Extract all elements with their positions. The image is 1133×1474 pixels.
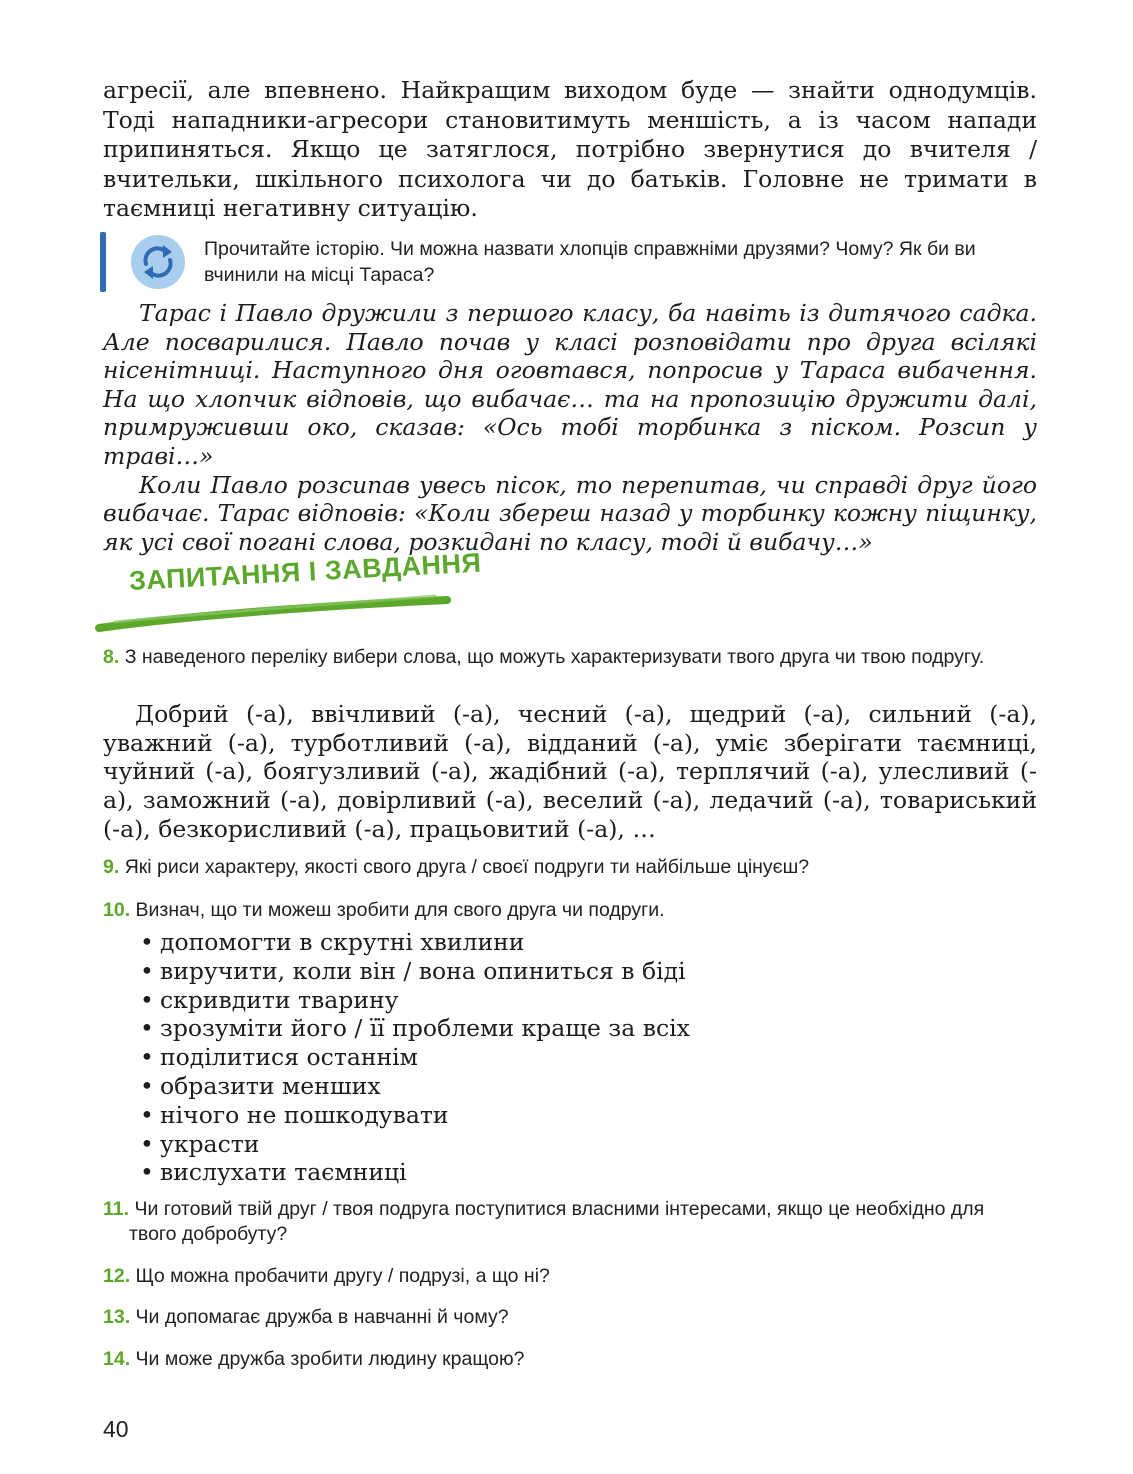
question-text: Які риси характеру, якості свого друга / своєї подруги ти найбільше цінуєш? (124, 856, 810, 878)
adjectives-list: Добрий (-а), ввічливий (-а), чесний (-а), щедрий (-а), сильний (-а), уважний (-а), турботливий (-а), відданий (-а), уміє зберігати таємниці, чуйний (-а), боягузливий (-а), жадібний (-а), терплячий (-а), улесливий (-а), заможний (-а), довірливий (-а), веселий (-а), ледачий (-а), товариський (-а), безкорисливий (-а), працьовитий (-а), … (103, 700, 1037, 843)
list-item: • скривдити тварину (140, 985, 399, 1014)
question-11 (103, 1197, 1033, 1247)
list-item: • виручити, коли він / вона опиниться в біді (140, 956, 686, 985)
list-item: • образити менших (140, 1071, 381, 1100)
question-text: З наведеного переліку вибери слова, що можуть характеризувати твого друга чи твою подругу. (124, 646, 985, 668)
question-10 (103, 898, 1033, 923)
question-text: Чи може дружба зробити людину кращою? (135, 1348, 525, 1370)
page-number: 40 (103, 1416, 129, 1442)
task-callout (100, 232, 1040, 294)
question-14 (103, 1347, 1033, 1372)
question-number: 12. (103, 1265, 131, 1287)
question-13 (103, 1305, 1033, 1330)
question-number: 8. (103, 646, 120, 668)
list-item: • вислухати таємниці (140, 1158, 407, 1187)
question-9 (103, 855, 1033, 880)
question-number: 13. (103, 1306, 131, 1328)
question-number: 11. (103, 1198, 130, 1220)
question-text: Чи допомагає дружба в навчанні й чому? (135, 1306, 509, 1328)
question-number: 10. (103, 899, 131, 921)
section-heading-text: ЗАПИТАННЯ І ЗАВДАННЯ (128, 547, 483, 596)
section-heading (95, 547, 483, 638)
list-item: • украсти (140, 1129, 260, 1158)
story-paragraph-2: Коли Павло розсипав увесь пісок, то перепитав, чи справді друг його вибачає. Тарас відповів: «Коли збереш назад у торбинку кожну піщинку, як усі свої погані слова, розкидані по класу, тоді й вибачу…» (103, 470, 1037, 556)
question-12 (103, 1264, 1033, 1289)
cycle-arrows-icon (130, 234, 186, 290)
callout-accent-bar (100, 232, 106, 292)
question-text: Чи готовий твій друг / твоя подруга поступитися власними інтересами, якщо це необхідно для твого добробуту? (129, 1198, 985, 1245)
story-block (103, 299, 1037, 556)
question-number: 14. (103, 1348, 131, 1370)
question-8 (103, 645, 1033, 670)
list-item: • допомогти в скрутні хвилини (140, 928, 525, 956)
question-number: 9. (103, 856, 120, 878)
story-paragraph-1: Тарас і Павло дружили з першого класу, ба навіть із дитячого садка. Але посварилися. Павло почав у класі розповідати про друга всілякі нісенітниці. Наступного дня оговтався, попросив у Тараса вибачення. На що хлопчик відповів, що вибачає… та на пропозицію дружити далі, примруживши око, сказав: «Ось тобі торбинка з піском. Розсип у траві…» (103, 299, 1037, 470)
question-text: Визнач, що ти можеш зробити для свого друга чи подруги. (135, 899, 665, 921)
list-item: • нічого не пошкодувати (140, 1100, 449, 1129)
intro-paragraph: агресії, але впевнено. Найкращим виходом буде — знайти однодумців. Тоді нападники-агресори становитимуть меншість, а із часом напади припиняться. Якщо це затяглося, потрібно звернутися до вчителя / вчительки, шкільного психолога чи до батьків. Головне не тримати в таємниці негативну ситуацію. (103, 76, 1037, 222)
callout-instruction: Прочитайте історію. Чи можна назвати хлопців справжніми друзями? Чому? Як би ви вчинили на місці Тараса? (204, 238, 976, 286)
choices-list (140, 928, 840, 1187)
list-item: • поділитися останнім (140, 1043, 418, 1072)
question-text: Що можна пробачити другу / подрузі, а що ні? (135, 1265, 550, 1287)
list-item: • зрозуміти його / її проблеми краще за всіх (140, 1014, 690, 1043)
